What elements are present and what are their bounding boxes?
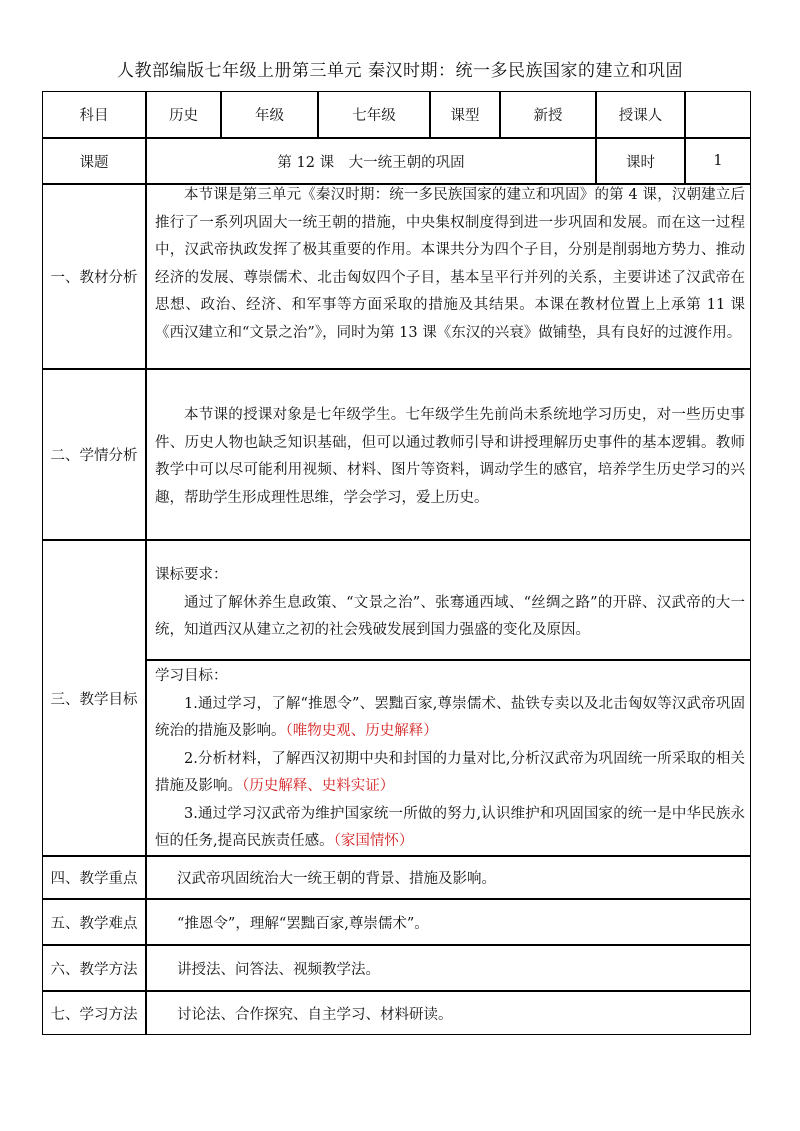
learner-analysis-label: 二、学情分析 [42, 369, 146, 540]
teacher-value [685, 91, 751, 138]
subject-label: 科目 [42, 91, 146, 138]
key-points-label: 四、教学重点 [42, 856, 146, 899]
textbook-analysis-label: 一、教材分析 [42, 184, 146, 369]
learning-goals [155, 663, 745, 856]
textbook-analysis-text: 本节课是第三单元《秦汉时期：统一多民族国家的建立和巩固》的第 4 课，汉朝建立后推行了一系列巩固大一统王朝的措施，中央集权制度得到进一步巩固和发展。而在这一过程中，汉武帝执政发挥了极其重要的作用。本课共分为四个子目，分别是削弱地方势力、推动经济的发展、尊崇儒术、北击匈奴四个子目，基本呈平行并列的关系，主要讲述了汉武帝在思想、政治、经济、和军事等方面采取的措施及其结果。本课在教材位置上上承第 11 课《西汉建立和“文景之治”》，同时为第 13 课《东汉的兴衰》做铺垫，具有良好的过渡作用。 [155, 187, 745, 341]
learning-heading: 学习目标： [155, 668, 228, 684]
key-points-text: 汉武帝巩固统治大一统王朝的背景、措施及影响。 [146, 856, 751, 899]
hours-label: 课时 [596, 138, 685, 184]
curriculum-text: 通过了解休养生息政策、“文景之治”、张骞通西域、“丝绸之路”的开辟、汉武帝的大一统，知道西汉从建立之初的社会残破发展到国力强盛的变化及原因。 [155, 594, 745, 638]
subject-value: 历史 [146, 91, 221, 138]
topic-label: 课题 [42, 138, 146, 184]
teaching-methods-text: 讲授法、问答法、视频教学法。 [146, 945, 751, 991]
curriculum-requirements [155, 562, 745, 645]
document-title: 人教部编版七年级上册第三单元 秦汉时期：统一多民族国家的建立和巩固 [117, 61, 683, 81]
teaching-methods-label: 六、教学方法 [42, 945, 146, 991]
goal-1 [155, 691, 745, 746]
goal-2 [155, 746, 745, 801]
study-methods-label: 七、学习方法 [42, 991, 146, 1035]
teaching-goals-label: 三、教学目标 [42, 540, 146, 856]
type-value: 新授 [500, 91, 596, 138]
goal-3-text: 3.通过学习汉武帝为维护国家统一所做的努力,认识维护和巩固国家的统一是中华民族永恒的任务,提高民族责任感。 [155, 805, 745, 849]
goal-1-text: 1.通过学习，了解“推恩令”、罢黜百家,尊崇儒术、盐铁专卖以及北击匈奴等汉武帝巩固统治的措施及影响。 [155, 695, 745, 739]
teacher-label: 授课人 [596, 91, 685, 138]
difficulties-text: “推恩令”，理解“罢黜百家,尊崇儒术”。 [146, 899, 751, 945]
grade-label: 年级 [221, 91, 318, 138]
curriculum-heading: 课标要求： [155, 567, 228, 583]
goal-3 [155, 801, 745, 856]
goal-1-literacy-tag: （唯物史观、历史解释） [285, 723, 438, 739]
type-label: 课型 [430, 91, 500, 138]
goal-2-text: 2.分析材料，了解西汉初期中央和封国的力量对比,分析汉武帝为巩固统一所采取的相关措施及影响。 [155, 750, 745, 794]
learner-analysis-text: 本节课的授课对象是七年级学生。七年级学生先前尚未系统地学习历史，对一些历史事件、历史人物也缺乏知识基础，但可以通过教师引导和讲授理解历史事件的基本逻辑。教师教学中可以尽可能利用视频、材料、图片等资料，调动学生的感官，培养学生历史学习的兴趣，帮助学生形成理性思维，学会学习，爱上历史。 [155, 407, 745, 506]
goal-2-literacy-tag: （历史解释、史料实证） [242, 778, 395, 794]
topic-value: 第 12 课 大一统王朝的巩固 [146, 138, 596, 184]
grade-value: 七年级 [318, 91, 430, 138]
difficulties-label: 五、教学难点 [42, 899, 146, 945]
study-methods-text: 讨论法、合作探究、自主学习、材料研读。 [146, 991, 751, 1035]
hours-value: 1 [685, 138, 751, 184]
goal-3-literacy-tag: （家国情怀） [333, 833, 414, 849]
